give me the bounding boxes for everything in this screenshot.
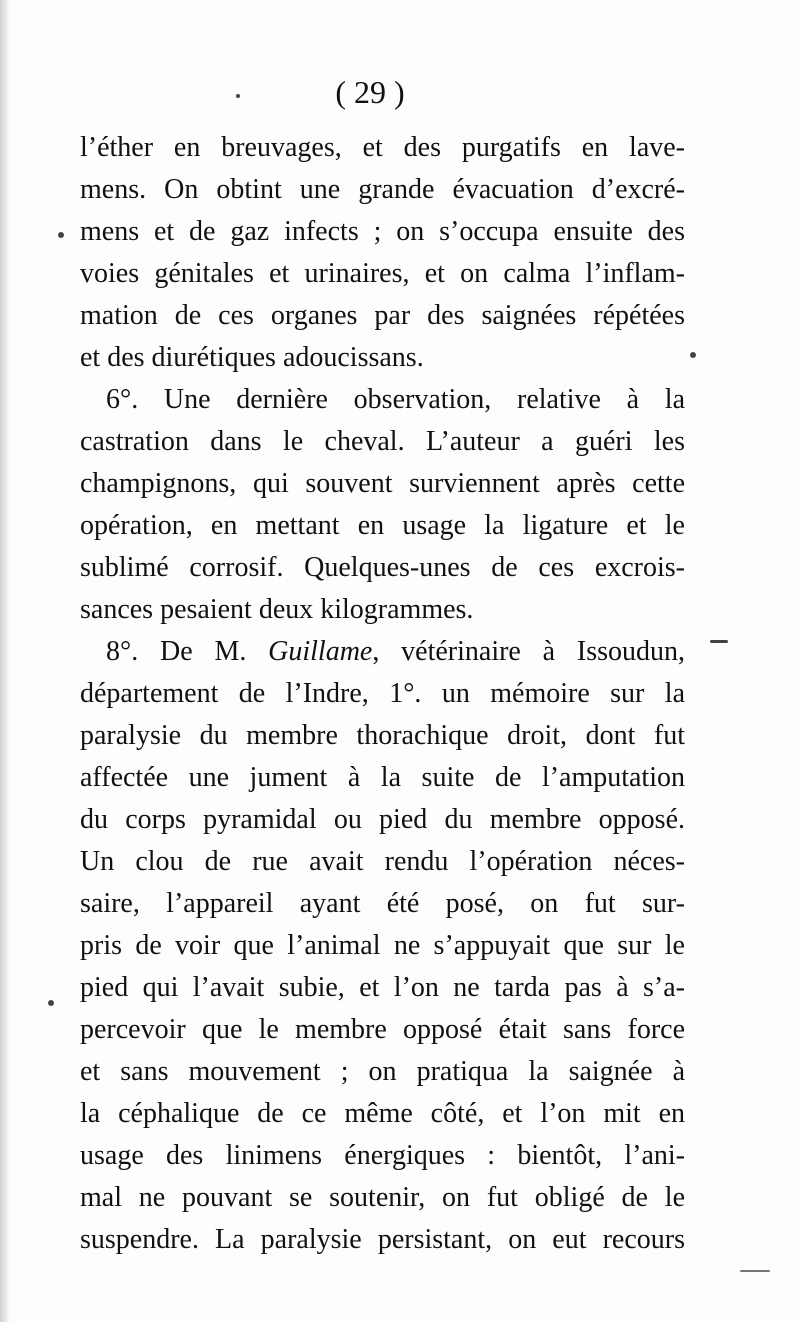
text-line: mens. On obtint une grande évacuation d’excré-	[80, 174, 685, 205]
author-name: Guillame	[268, 636, 373, 667]
text-line: 6°. Une dernière observation, relative à la	[106, 384, 685, 415]
text-line: sublimé corrosif. Quelques-unes de ces excrois-	[80, 552, 685, 583]
text-line: du corps pyramidal ou pied du membre opposé.	[80, 804, 685, 835]
scan-speck	[690, 352, 696, 358]
text-line: voies génitales et urinaires, et on calma l’inflam-	[80, 258, 685, 289]
text-line: paralysie du membre thorachique droit, dont fut	[80, 720, 685, 751]
text-line: suspendre. La paralysie persistant, on eut recours	[80, 1224, 685, 1255]
text-line: opération, en mettant en usage la ligature et le	[80, 510, 685, 541]
text-line: percevoir que le membre opposé était sans force	[80, 1014, 685, 1045]
text-line: mens et de gaz infects ; on s’occupa ensuite des	[80, 216, 685, 247]
text-line: sances pesaient deux kilogrammes.	[80, 594, 474, 625]
scan-speck	[58, 232, 64, 238]
text-line: usage des linimens énergiques : bientôt, l’ani-	[80, 1140, 685, 1171]
text-line: Un clou de rue avait rendu l’opération néces-	[80, 846, 685, 877]
text-line: et sans mouvement ; on pratiqua la saignée à	[80, 1056, 685, 1087]
page-binding-shadow	[0, 0, 10, 1322]
page-number: ( 29 )	[335, 74, 405, 110]
scan-speck	[48, 1000, 54, 1006]
text-line	[80, 630, 685, 674]
text-line: et des diurétiques adoucissans.	[80, 342, 424, 373]
text-line: l’éther en breuvages, et des purgatifs en lave-	[80, 132, 685, 163]
text-segment: , vétérinaire à Issoudun,	[372, 636, 685, 667]
text-line: affectée une jument à la suite de l’amputation	[80, 762, 685, 793]
text-line: pied qui l’avait subie, et l’on ne tarda pas à s’a-	[80, 972, 685, 1003]
scan-speck	[710, 640, 728, 643]
text-line: mation de ces organes par des saignées répétées	[80, 300, 685, 331]
text-line: castration dans le cheval. L’auteur a guéri les	[80, 426, 685, 457]
text-line: mal ne pouvant se soutenir, on fut obligé de le	[80, 1182, 685, 1213]
text-segment: 8°. De M.	[106, 636, 269, 667]
text-line: champignons, qui souvent surviennent après cette	[80, 468, 685, 499]
text-line: la céphalique de ce même côté, et l’on mit en	[80, 1098, 685, 1129]
scan-speck	[740, 1270, 770, 1272]
text-line: saire, l’appareil ayant été posé, on fut sur-	[80, 888, 685, 919]
text-line: département de l’Indre, 1°. un mémoire sur la	[80, 678, 685, 709]
text-line: pris de voir que l’animal ne s’appuyait que sur le	[80, 930, 685, 961]
scan-speck	[236, 94, 240, 98]
